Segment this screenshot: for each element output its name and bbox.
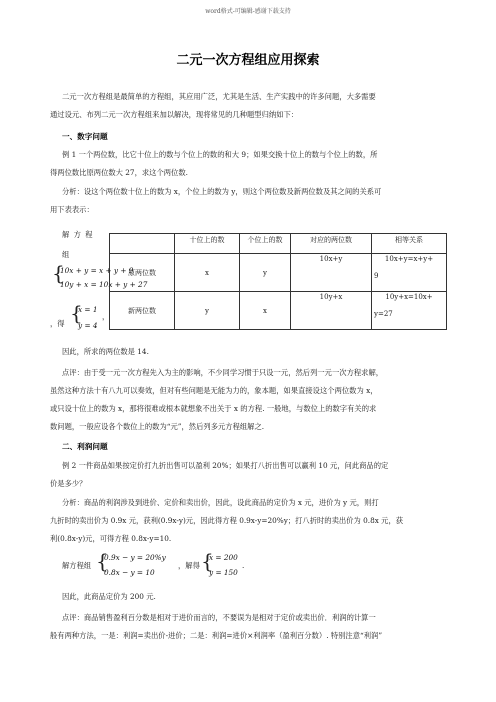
table-cell-line: 9 (374, 272, 379, 280)
table-cell-line: 10x+y=x+y+ (384, 255, 434, 263)
result-2-prefix: ，解得 (178, 561, 200, 570)
table-header-row (110, 234, 447, 254)
table-cell: 新两位数 (110, 292, 175, 330)
section-heading-profit-problem: 二、利润问题 (62, 442, 108, 451)
result-2-y: y = 150 (209, 568, 238, 577)
equation-1a: 10x + y = x + y + 9 (60, 266, 134, 275)
page-header: word格式-可编辑-感谢下载支持 (205, 8, 291, 15)
digit-relation-table (109, 233, 447, 330)
table-cell-line: 10y+x=10x+ (385, 293, 433, 301)
comment-1-line-4: 数问题，一般应设各个数位上的数为“元”，然后列多元方程组解之. (50, 422, 265, 431)
solve-label-2: 组 (62, 250, 70, 259)
result-1-y: y = 4 (78, 321, 98, 330)
table-header-cell: 相等关系 (372, 234, 447, 254)
table-cell: 10y+x (291, 292, 372, 330)
table-cell: 原两位数 (110, 254, 175, 292)
table-row (110, 292, 447, 330)
result-2-brace: { (201, 549, 214, 573)
conclusion-2: 因此，此商品定价为 200 元. (62, 592, 156, 601)
table-header-cell: 十位上的数 (175, 234, 240, 254)
solve-label-1: 解 方 程 (62, 230, 94, 239)
equation-system-1-brace: { (52, 261, 65, 285)
comment-1-line-3: 或只设十位上的数为 x，那将很难或根本就想象不出关于 x 的方程. 一般地，与数位上的数字有关的求 (50, 404, 377, 413)
example-2-line-2: 价是多少？ (50, 479, 87, 488)
conclusion-1: 因此，所求的两位数是 14. (62, 347, 149, 356)
example-2-line-1: 例 2 一件商品如果按定价打九折出售可以盈利 20%；如果打八折出售可以赢利 10 元，问此商品的定 (62, 461, 389, 470)
result-2-suffix: . (242, 561, 245, 570)
table-header-cell: 个位上的数 (240, 234, 291, 254)
analysis-1-line-2: 用下表表示： (50, 205, 94, 214)
section-heading-number-problem: 一、数字问题 (62, 132, 108, 141)
result-1-suffix: ， (102, 312, 110, 321)
comment-1-line-1: 点评：由于受一元一次方程先入为主的影响，不少同学习惯于只设一元，然后列一元一次方程求解， (62, 368, 384, 377)
result-1-prefix: ，得 (50, 319, 65, 328)
comment-1-line-2: 虽然这种方法十有八九可以奏效，但对有些问题是无能为力的，象本题，如果直接设这个两位数为 x， (50, 386, 378, 395)
analysis-2-line-3: 利(0.8x-y)元，可得方程 0.8x-y=10. (50, 534, 172, 543)
intro-line-1: 二元一次方程组是最简单的方程组，其应用广泛，尤其是生活、生产实践中的许多问题，大多需要 (62, 92, 376, 101)
table-header-cell (110, 234, 175, 254)
intro-line-2: 通过设元、布列二元一次方程组来加以解决，现将常见的几种题型归纳如下： (50, 110, 299, 119)
table-header-cell: 对应的两位数 (291, 234, 372, 254)
example-1-line-1: 例 1 一个两位数，比它十位上的数与个位上的数的和大 9；如果交换十位上的数与个位上的数，所 (62, 150, 378, 159)
table-cell: 10x+y (291, 254, 372, 292)
result-2-x: x = 200 (209, 553, 238, 562)
table-cell (372, 292, 447, 330)
result-1-x: x = 1 (78, 305, 98, 314)
result-1-brace: { (70, 301, 83, 325)
table-cell: x (175, 254, 240, 292)
table-cell: y (175, 292, 240, 330)
equation-1b: 10y + x = 10x + y + 27 (60, 280, 148, 289)
table-cell: x (240, 292, 291, 330)
comment-2-line-2: 般有两种方法，一是：利润=卖出价-进价；二是：利润=进价×利润率（盈利百分数）. 特别注意“利润” (50, 631, 383, 640)
document-title: 二元一次方程组应用探索 (176, 53, 320, 68)
table-cell (372, 254, 447, 292)
solve-label-example-2: 解方程组 (62, 561, 92, 570)
equation-2a: 0.9x − y = 20%y (104, 553, 166, 562)
equation-system-2-brace: { (96, 549, 109, 573)
example-1-line-2: 得两位数比原两位数大 27，求这个两位数. (50, 168, 188, 177)
comment-2-line-1: 点评：商品销售盈利百分数是相对于进价而言的，不要误为是相对于定价或卖出价．利润的计算一 (62, 613, 376, 622)
table-row (110, 254, 447, 292)
table-cell: y (240, 254, 291, 292)
table-cell-line: y=27 (374, 310, 393, 318)
equation-2b: 0.8x − y = 10 (104, 568, 155, 577)
analysis-2-line-1: 分析：商品的利润涉及到进价、定价和卖出价，因此，设此商品的定价为 x 元，进价为 y 元，则打 (62, 498, 379, 507)
analysis-1-line-1: 分析：设这个两位数十位上的数为 x，个位上的数为 y，则这个两位数及新两位数及其之间的关系可 (62, 187, 382, 196)
analysis-2-line-2: 九折时的卖出价为 0.9x 元，获利(0.9x-y)元，因此得方程 0.9x-y=20%y；打八折时的卖出价为 0.8x 元，获 (50, 516, 404, 525)
